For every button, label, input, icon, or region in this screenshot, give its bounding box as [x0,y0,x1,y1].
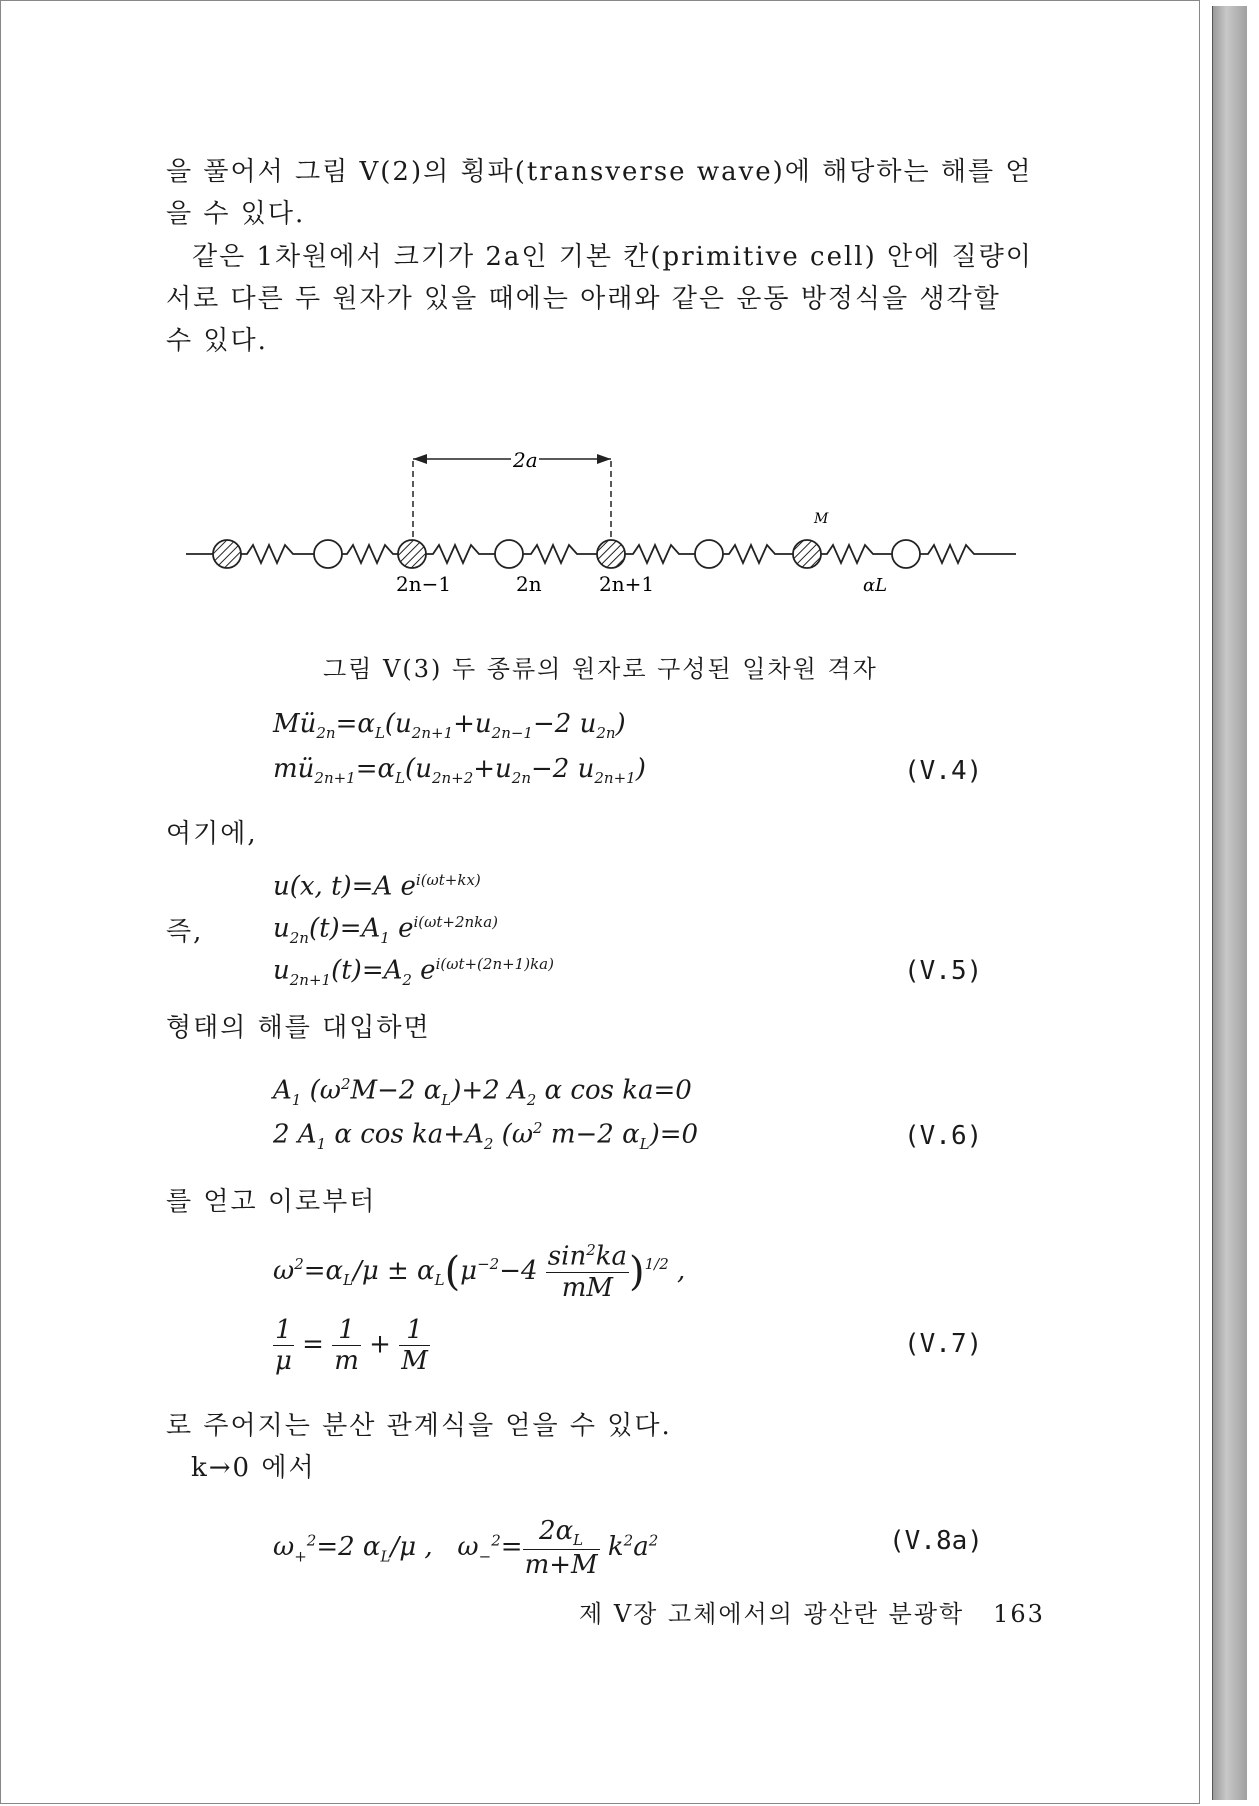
heavy-atom [597,540,625,568]
light-atom [314,540,342,568]
heavy-atom [213,540,241,568]
heavy-atom [398,540,426,568]
page-number: 163 [993,1600,1045,1628]
page-footer [579,1594,1045,1629]
equation-v5-line3: $u_{2n+1}(t)=A_2$ $e^{i(\omega t+(2n+1)ka)}$ [273,955,554,989]
dispersion-text: 로 주어지는 분산 관계식을 얻을 수 있다. [166,1411,672,1441]
equation-number-v8a: (V.8a) [889,1526,983,1556]
equation-v7-line1: $\omega^2=\alpha_L/\mu \pm \alpha_L(\mu^{-2}-4$ $\frac{\sin^2ka}{mM}$ )$^{1/2}$ , [273,1241,686,1303]
site-label-2n-minus-1: 2n−1 [396,572,452,596]
paragraph-2: 같은 1차원에서 크기가 2a인 기본 칸(primitive cell) 안에 질량이 서로 다른 두 원자가 있을 때에는 아래와 같은 운동 방정식을 생각할 수 있다. [166,242,1033,356]
equation-v7-line2: $\frac{1}{\mu}$ = $\frac{1}{m}$ + $\frac{1}{M}$ [275,1315,428,1376]
here-text: 여기에, [166,819,258,849]
equation-v4-line1: $Mü_{2n}=\alpha_L(u_{2n+1}+u_{2n-1}-2$ $u_{2n}$) [273,709,626,743]
spring-label: αL [863,575,888,596]
equation-number-v7: (V.7) [904,1329,983,1359]
substitution-text: 형태의 해를 대입하면 [166,1013,431,1043]
light-atom [892,540,920,568]
heavy-atom [793,540,821,568]
site-label-2n-plus-1: 2n+1 [599,572,655,596]
page-edge [1212,6,1247,1800]
equation-number-v6: (V.6) [904,1121,983,1151]
equation-v6-line1: $A_1$ ($\omega^2M-2$ $\alpha_L)+2$ $A_2$ α cos ka=0 [273,1075,692,1109]
mass-label: M [814,511,829,527]
site-label-2n: 2n [516,572,542,596]
equation-v4-line2: $mü_{2n+1}=\alpha_L(u_{2n+2}+u_{2n}-2$ $u_{2n+1}$) [273,754,646,788]
chapter-title: 제 V장 고체에서의 광산란 분광학 [579,1600,965,1628]
namely-text: 즉, [166,917,204,947]
paragraph-1: 을 풀어서 그림 V(2)의 횡파(transverse wave)에 해당하는 해를 얻을 수 있다. [166,157,1033,229]
spacing-label: 2a [513,448,538,472]
light-atom [695,540,723,568]
equation-v6-line2: 2 $A_1$ α $\cos ka+A_2$ ($\omega^2$ m−2 $\alpha_L)=0$ [273,1119,699,1153]
figure-caption: 그림 V(3) 두 종류의 원자로 구성된 일차원 격자 [323,655,878,683]
equation-v5-line1: u(x, t)=A $e^{i(\omega t+kx)}$ [273,871,481,902]
obtain-text: 를 얻고 이로부터 [166,1187,377,1217]
limit-text: k→0 에서 [191,1453,316,1483]
equation-number-v4: (V.4) [904,756,983,786]
equation-number-v5: (V.5) [904,956,983,986]
light-atom [495,540,523,568]
equation-v5-line2: $u_{2n}(t)=A_1$ $e^{i(\omega t+2nka)}$ [273,913,499,947]
diatomic-chain-figure [181,441,1031,601]
equation-v8a: $\omega_+^2=2$ $\alpha_L/\mu$ , $\omega_-^2=$ $\frac{2\alpha_L}{m+M}$ $k^2a^2$ [273,1516,659,1581]
